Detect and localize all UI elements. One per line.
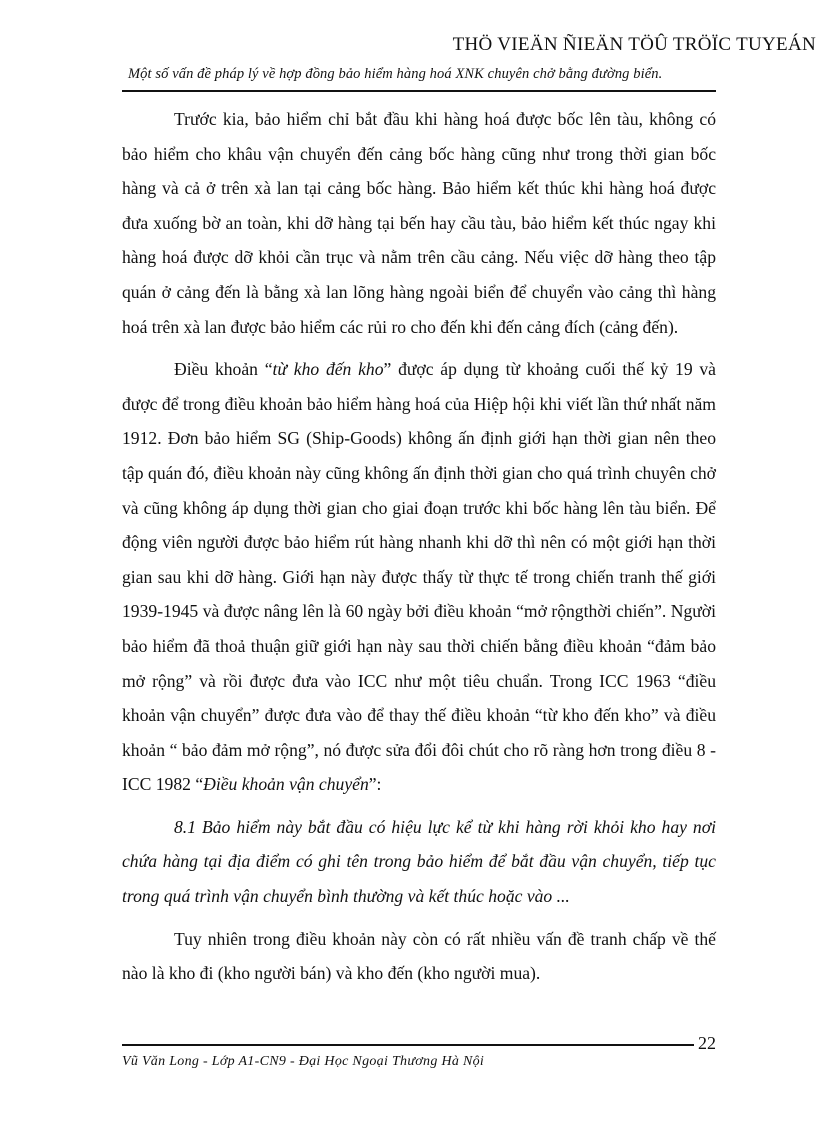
footer-author-line: Vũ Văn Long - Lớp A1-CN9 - Đại Học Ngoại Thương Hà Nội: [122, 1054, 485, 1069]
footer-divider: [122, 1044, 694, 1046]
running-header-title: Một số vấn đề pháp lý về hợp đồng bảo hiểm hàng hoá XNK chuyên chở bằng đường biển.: [128, 66, 663, 82]
paragraph-3: Tuy nhiên trong điều khoản này còn có rất nhiều vấn đề tranh chấp về thế nào là kho đi (kho người bán) và kho đến (kho người mua).: [122, 928, 716, 984]
paragraph-1: Trước kia, bảo hiểm chỉ bắt đầu khi hàng hoá được bốc lên tàu, không có bảo hiểm cho khâu vận chuyển đến cảng bốc hàng cũng như trong thời gian bốc hàng và cả ở trên xà lan tại cảng bốc hàng. Bảo hiểm kết thúc khi hàng hoá được đưa xuống bờ an toàn, khi dỡ hàng tại bến hay cầu tàu, bảo hiểm kết thúc ngay khi hàng hoá được dỡ khỏi cần trục và nằm trên cầu cảng. Nếu việc dỡ hàng theo tập quán ở cảng đến là bằng xà lan lõng hàng ngoài biển để chuyển vào cảng thì hàng hoá trên xà lan được bảo hiểm các rủi ro cho đến khi đến cảng đích (cảng đến).: [122, 109, 716, 337]
paragraph-2-emphasis-1: từ kho đến kho: [272, 359, 384, 380]
quoted-clause: 8.1 Bảo hiểm này bắt đầu có hiệu lực kể từ khi hàng rời khỏi kho hay nơi chứa hàng tại địa điểm có ghi tên trong bảo hiểm để bắt đầu vận chuyển, tiếp tục trong quá trình vận chuyển bình thường và kết thúc hoặc vào ...: [122, 816, 716, 907]
paragraph-2-emphasis-2: Điều khoản vận chuyển: [203, 774, 369, 795]
paragraph-2-text-c: ”:: [368, 774, 382, 795]
header-divider: [122, 90, 716, 92]
page-number: 22: [698, 1033, 716, 1053]
paragraph-2-text-b: ” được áp dụng từ khoảng cuối thế kỷ 19 và được để trong điều khoản bảo hiểm hàng hoá của Hiệp hội khi viết lần thứ nhất năm 1912. Đơn bảo hiểm SG (Ship-Goods) không ấn định giới hạn thời gian nên theo tập quán đó, điều khoản này cũng không ấn định thời gian cho quá trình chuyên chở và cũng không áp dụng thời gian cho giai đoạn trước khi bốc hàng lên tàu biển. Để động viên người được bảo hiểm rút hàng nhanh khi dỡ thì nên có một giới hạn thời gian sau khi dỡ hàng. Giới hạn này được thấy từ thực tế trong chiến tranh thế giới 1939-1945 và được nâng lên là 60 ngày bởi điều khoản “mở rộngthời chiến”. Người bảo hiểm đã thoả thuận giữ giới hạn này sau thời chiến bằng điều khoản “đảm bảo mở rộng” và rồi được đưa vào ICC như một tiêu chuẩn. Trong ICC 1963 “điều khoản vận chuyển” được đưa vào để thay thế điều khoản “từ kho đến kho” và điều khoản “ bảo đảm mở rộng”, nó được sửa đổi đôi chút cho rõ ràng hơn trong điều 8 - ICC 1982 “: [122, 359, 716, 795]
paragraph-2-text-a: Điều khoản “: [174, 359, 273, 380]
paragraph-2: [122, 352, 716, 802]
library-watermark: THÖ VIEÄN ÑIEÄN TÖÛ TRÖÏC TUYEÁN: [452, 34, 816, 55]
page-body: [122, 102, 716, 999]
